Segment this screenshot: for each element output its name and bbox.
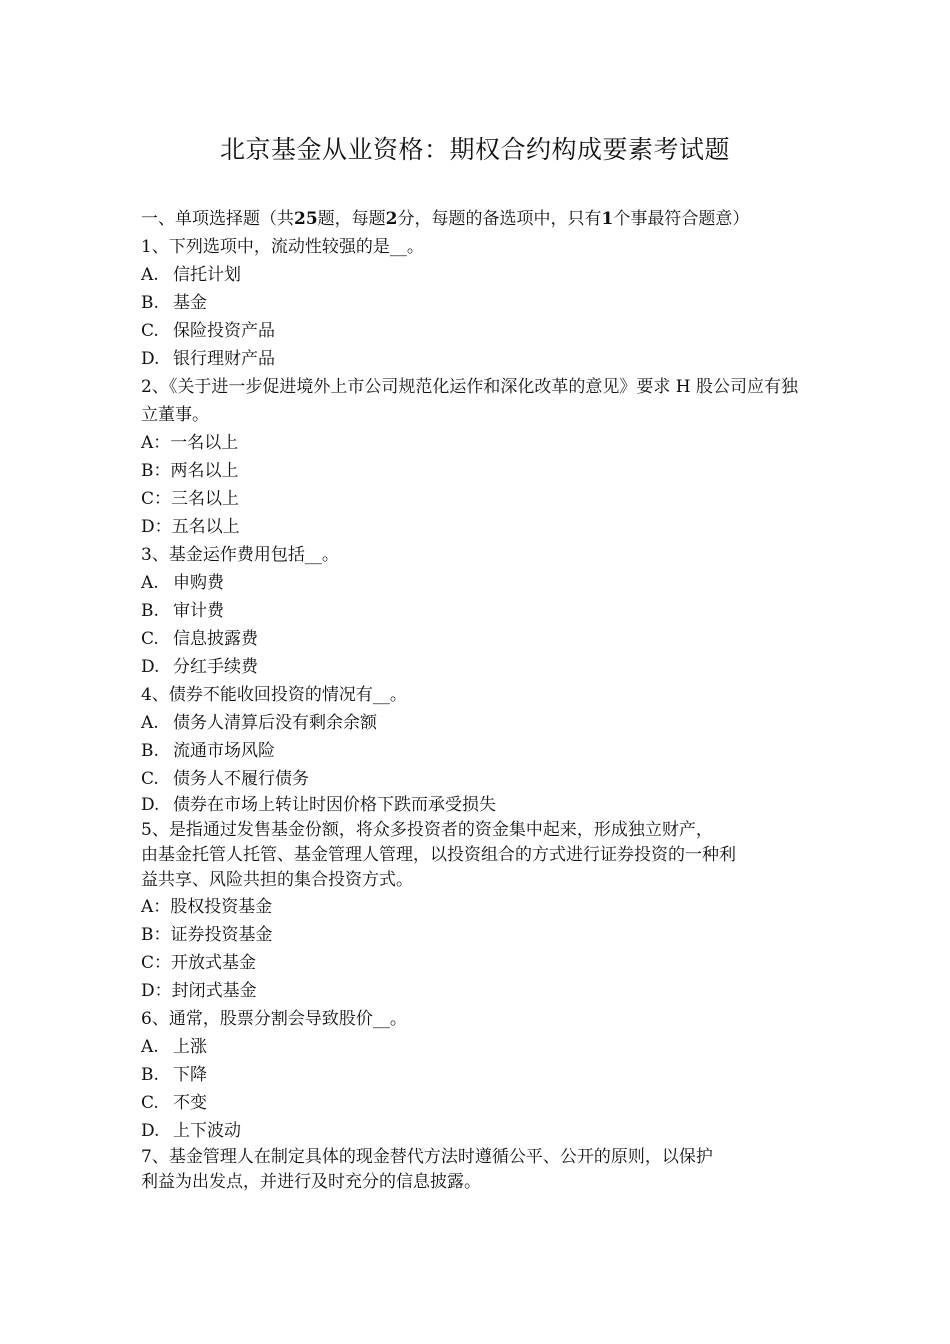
option-text: 两名以上	[170, 461, 239, 481]
option-text: 三名以上	[171, 489, 240, 509]
option-letter: C.	[141, 1093, 159, 1113]
option-1c	[141, 317, 813, 345]
option-letter: D：	[141, 517, 172, 537]
option-4b	[141, 737, 813, 765]
option-letter: C.	[141, 629, 159, 649]
section-mid2: 分，每题的备选项中，只有	[397, 209, 602, 229]
page-title: 北京基金从业资格：期权合约构成要素考试题	[219, 135, 730, 164]
option-text: 债券在市场上转让时因价格下跌而承受损失	[173, 795, 496, 815]
question-5-line: 由基金托管人托管、基金管理人管理，以投资组合的方式进行证券投资的一种利	[141, 845, 736, 865]
option-4a	[141, 709, 813, 737]
question-7-line: 利益为出发点，并进行及时充分的信息披露。	[141, 1172, 481, 1192]
option-text: 证券投资基金	[170, 925, 273, 945]
option-text: 信托计划	[173, 265, 241, 285]
option-letter: C.	[141, 769, 159, 789]
option-4d	[141, 793, 813, 818]
option-letter: A.	[141, 1037, 159, 1057]
option-text: 股权投资基金	[170, 897, 273, 917]
option-text: 分红手续费	[173, 657, 258, 677]
option-text: 基金	[173, 293, 207, 313]
document-body	[141, 205, 813, 1195]
option-letter: A.	[141, 573, 159, 593]
question-5-line: 益共享、风险共担的集合投资方式。	[141, 870, 413, 890]
section-count: 25	[294, 209, 318, 229]
option-5c	[141, 949, 813, 977]
question-2: 2、《关于进一步促进境外上市公司规范化运作和深化改革的意见》要求 H 股公司应有独立董事。	[141, 377, 798, 425]
option-letter: B.	[141, 741, 159, 761]
option-text: 信息披露费	[173, 629, 258, 649]
option-5b	[141, 921, 813, 949]
option-letter: B：	[141, 461, 171, 481]
option-6a	[141, 1033, 813, 1061]
option-text: 保险投资产品	[173, 321, 275, 341]
section-suffix: 个事最符合题意）	[613, 209, 750, 229]
section-prefix: 一、单项选择题（共	[141, 209, 294, 229]
question-7	[141, 1145, 813, 1195]
question-7-line: 7、基金管理人在制定具体的现金替代方法时遵循公平、公开的原则，以保护	[141, 1147, 713, 1167]
question-4: 4、债券不能收回投资的情况有__。	[141, 685, 407, 705]
option-1d	[141, 345, 813, 373]
option-letter: D.	[141, 657, 160, 677]
option-6b	[141, 1061, 813, 1089]
option-6c	[141, 1089, 813, 1117]
option-4c	[141, 765, 813, 793]
option-letter: C：	[141, 953, 172, 973]
option-text: 债务人清算后没有剩余余额	[173, 713, 377, 733]
option-text: 不变	[173, 1093, 207, 1113]
option-text: 申购费	[173, 573, 224, 593]
section-heading	[141, 205, 813, 233]
option-5a	[141, 893, 813, 921]
option-2a	[141, 429, 813, 457]
option-letter: B：	[141, 925, 171, 945]
option-letter: A.	[141, 265, 159, 285]
section-points: 2	[385, 209, 398, 229]
option-letter: B.	[141, 601, 159, 621]
option-letter: C：	[141, 489, 172, 509]
option-text: 下降	[173, 1065, 207, 1085]
option-letter: D.	[141, 795, 160, 815]
option-letter: B.	[141, 293, 159, 313]
option-letter: B.	[141, 1065, 159, 1085]
question-3: 3、基金运作费用包括__。	[141, 545, 339, 565]
question-6: 6、通常，股票分割会导致股价__。	[141, 1009, 407, 1029]
section-one: 1	[601, 209, 614, 229]
option-text: 封闭式基金	[171, 981, 257, 1001]
option-letter: D：	[141, 981, 172, 1001]
section-mid1: 题，每题	[317, 209, 386, 229]
option-3d	[141, 653, 813, 681]
option-letter: A.	[141, 713, 159, 733]
option-letter: A：	[141, 433, 171, 453]
option-6d	[141, 1117, 813, 1145]
option-letter: C.	[141, 321, 159, 341]
question-5-line: 5、是指通过发售基金份额，将众多投资者的资金集中起来，形成独立财产，	[141, 820, 713, 840]
question-5	[141, 818, 813, 893]
question-1: 1、下列选项中，流动性较强的是__。	[141, 237, 424, 257]
option-text: 上涨	[173, 1037, 207, 1057]
option-text: 一名以上	[170, 433, 239, 453]
option-text: 开放式基金	[171, 953, 257, 973]
option-2b	[141, 457, 813, 485]
option-text: 上下波动	[173, 1121, 241, 1141]
option-text: 银行理财产品	[173, 349, 275, 369]
option-1a	[141, 261, 813, 289]
option-1b	[141, 289, 813, 317]
option-3a	[141, 569, 813, 597]
option-3b	[141, 597, 813, 625]
option-letter: D.	[141, 349, 160, 369]
option-text: 流通市场风险	[173, 741, 275, 761]
option-text: 审计费	[173, 601, 224, 621]
option-2c	[141, 485, 813, 513]
option-letter: D.	[141, 1121, 160, 1141]
option-text: 债务人不履行债务	[173, 769, 309, 789]
option-text: 五名以上	[171, 517, 240, 537]
option-letter: A：	[141, 897, 171, 917]
option-2d	[141, 513, 813, 541]
option-3c	[141, 625, 813, 653]
option-5d	[141, 977, 813, 1005]
